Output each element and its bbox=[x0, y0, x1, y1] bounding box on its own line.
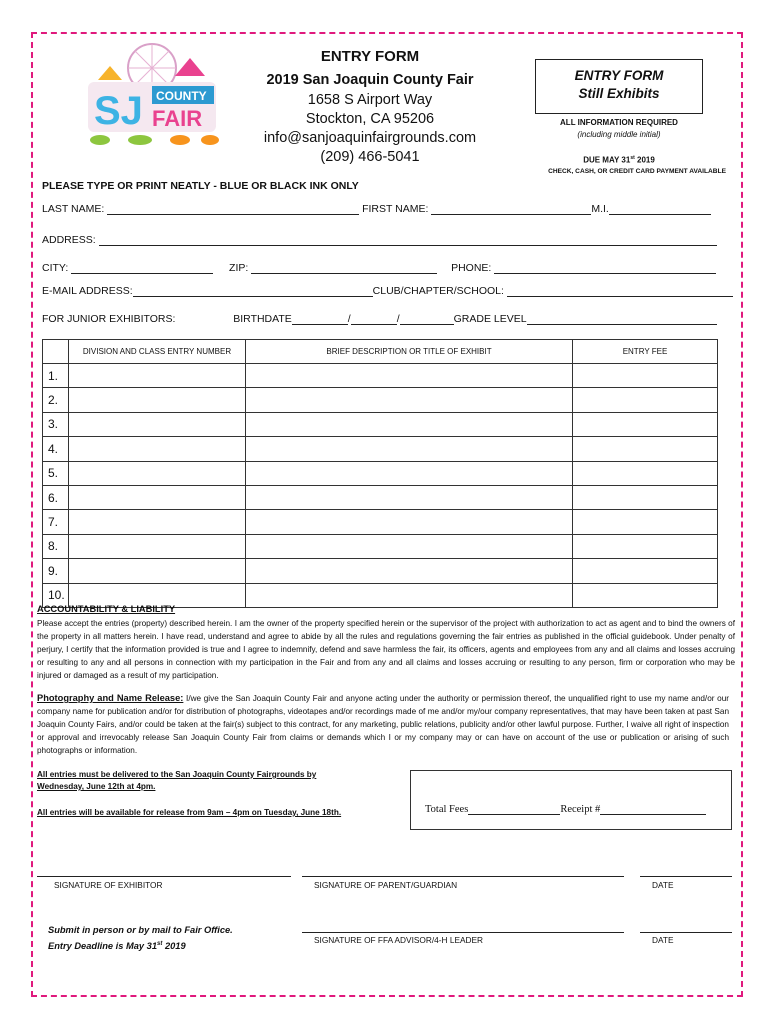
table-row bbox=[43, 485, 718, 509]
col-num-header bbox=[43, 340, 69, 364]
parent-signature-label: SIGNATURE OF PARENT/GUARDIAN bbox=[314, 880, 458, 890]
last-name-label: LAST NAME: bbox=[42, 203, 105, 215]
table-row bbox=[43, 412, 718, 436]
grade-label: GRADE LEVEL bbox=[453, 313, 527, 325]
table-row bbox=[43, 388, 718, 412]
submit-line2: Entry Deadline is May 31st 2019 bbox=[48, 941, 186, 952]
description-cell[interactable] bbox=[246, 364, 573, 388]
zip-label: ZIP: bbox=[229, 262, 249, 274]
form-type-line1: ENTRY FORM bbox=[574, 68, 664, 83]
first-name-label: FIRST NAME: bbox=[362, 203, 429, 215]
fee-cell[interactable] bbox=[573, 485, 718, 509]
photo-release bbox=[37, 692, 729, 757]
slash: / bbox=[396, 313, 400, 325]
form-type-box bbox=[535, 59, 703, 114]
division-cell[interactable] bbox=[69, 388, 246, 412]
row-number: 10. bbox=[43, 583, 69, 607]
email-row bbox=[42, 285, 733, 297]
table-row bbox=[43, 510, 718, 534]
date2-label: DATE bbox=[652, 935, 674, 945]
date2-line[interactable] bbox=[640, 932, 732, 933]
exhibitor-signature-line[interactable] bbox=[37, 876, 291, 877]
fee-cell[interactable] bbox=[573, 437, 718, 461]
division-cell[interactable] bbox=[69, 485, 246, 509]
total-fees-field[interactable] bbox=[468, 803, 560, 815]
parent-signature-line[interactable] bbox=[302, 876, 624, 877]
city-label: CITY: bbox=[42, 262, 69, 274]
birthdate-label: BIRTHDATE bbox=[233, 313, 292, 325]
slash: / bbox=[347, 313, 351, 325]
receipt-field[interactable] bbox=[600, 803, 706, 815]
photo-text: I/we give the San Joaquin County Fair and anyone acting under the authority or permission thereof, the unqualified right to use my name and/or our company name for publication and/or for distribution of photographs, videotapes and/or recordings made of me and/or my/our company representatives, that may have been taken at past San Joaquin County Fairs, and/or could be taken at the fair(s) subject to this contract, for any marketing, public relations, publicity and/or other lawful purpose. Further, I waive all right of inspection or approval and irrevocably release San Joaquin County Fair from claims or demands which I or my company may or can have on account of the use or publication or arising of such photographs or information. bbox=[37, 694, 729, 755]
table-row bbox=[43, 559, 718, 583]
row-number: 4. bbox=[43, 437, 69, 461]
fee-cell[interactable] bbox=[573, 559, 718, 583]
description-cell[interactable] bbox=[246, 437, 573, 461]
photo-heading: Photography and Name Release: bbox=[37, 693, 184, 703]
fee-cell[interactable] bbox=[573, 510, 718, 534]
city-field[interactable] bbox=[71, 262, 213, 274]
contact-email: info@sanjoaquinfairgrounds.com bbox=[263, 130, 477, 146]
ink-instruction: PLEASE TYPE OR PRINT NEATLY - BLUE OR BLACK INK ONLY bbox=[42, 180, 359, 192]
date1-label: DATE bbox=[652, 880, 674, 890]
advisor-signature-line[interactable] bbox=[302, 932, 624, 933]
division-cell[interactable] bbox=[69, 412, 246, 436]
email-field[interactable] bbox=[133, 285, 373, 297]
division-cell[interactable] bbox=[69, 559, 246, 583]
table-row bbox=[43, 534, 718, 558]
payment-note: CHECK, CASH, OR CREDIT CARD PAYMENT AVAILABLE bbox=[548, 168, 726, 175]
fee-cell[interactable] bbox=[573, 461, 718, 485]
svg-text:FAIR: FAIR bbox=[152, 106, 203, 131]
all-info-required: ALL INFORMATION REQUIRED bbox=[560, 118, 678, 127]
submit-line1: Submit in person or by mail to Fair Office. bbox=[48, 925, 233, 935]
row-number: 2. bbox=[43, 388, 69, 412]
total-fees-label: Total Fees bbox=[425, 804, 469, 815]
description-cell[interactable] bbox=[246, 510, 573, 534]
col-fee-header: ENTRY FEE bbox=[573, 340, 718, 364]
last-name-field[interactable] bbox=[107, 203, 359, 215]
first-name-field[interactable] bbox=[431, 203, 591, 215]
release-note: All entries will be available for release from 9am – 4pm on Tuesday, June 18th. bbox=[37, 808, 342, 817]
division-cell[interactable] bbox=[69, 364, 246, 388]
description-cell[interactable] bbox=[246, 412, 573, 436]
table-row bbox=[43, 437, 718, 461]
receipt-label: Receipt # bbox=[560, 804, 601, 815]
delivery-line1: All entries must be delivered to the San Joaquin County Fairgrounds by bbox=[37, 770, 317, 779]
birth-month-field[interactable] bbox=[292, 313, 348, 325]
row-number: 3. bbox=[43, 412, 69, 436]
division-cell[interactable] bbox=[69, 510, 246, 534]
city-row bbox=[42, 262, 716, 274]
date1-line[interactable] bbox=[640, 876, 732, 877]
fair-name: 2019 San Joaquin County Fair bbox=[266, 72, 474, 88]
liability-text: Please accept the entries (property) described herein. I am the owner of the property specified herein or the supervisor of the project with authorization to act as agent and to bind the owners of the property in all matters herein. I have read, understand and agree to abide by all the rules and regulations governing the fair entries as published in the official guidebook. Under penalty of perjury, I certify that the information provided is true and I agree to indemnify, defend and save harmless the fair, its officers, agents and employees from any and all claims and losses accruing or resulting to any and all persons in connection with my participation in the Fair and from any and all claims and losses accruing or resulting to any person, firm or corporation who may be injured or damaged as a result of my participation. bbox=[37, 619, 735, 680]
division-cell[interactable] bbox=[69, 437, 246, 461]
exhibitor-signature-label: SIGNATURE OF EXHIBITOR bbox=[54, 880, 163, 890]
row-number: 5. bbox=[43, 461, 69, 485]
table-row bbox=[43, 364, 718, 388]
table-row bbox=[43, 461, 718, 485]
junior-label: FOR JUNIOR EXHIBITORS: bbox=[42, 313, 176, 325]
due-date: DUE MAY 31st 2019 bbox=[583, 155, 655, 165]
description-cell[interactable] bbox=[246, 534, 573, 558]
svg-text:COUNTY: COUNTY bbox=[156, 89, 207, 103]
delivery-line2: Wednesday, June 12th at 4pm. bbox=[37, 782, 156, 791]
submit-note bbox=[48, 923, 233, 953]
address-label: ADDRESS: bbox=[42, 234, 96, 246]
address-line2: Stockton, CA 95206 bbox=[305, 111, 435, 127]
address-field[interactable] bbox=[99, 234, 717, 246]
form-title: ENTRY FORM bbox=[320, 48, 420, 65]
row-number: 8. bbox=[43, 534, 69, 558]
description-cell[interactable] bbox=[246, 485, 573, 509]
birth-day-field[interactable] bbox=[351, 313, 397, 325]
svg-text:SJ: SJ bbox=[94, 89, 143, 133]
fee-cell[interactable] bbox=[573, 388, 718, 412]
fee-cell[interactable] bbox=[573, 583, 718, 607]
phone-field[interactable] bbox=[494, 262, 716, 274]
grade-field[interactable] bbox=[527, 313, 717, 325]
division-cell[interactable] bbox=[69, 534, 246, 558]
row-number: 6. bbox=[43, 485, 69, 509]
mi-label: M.I. bbox=[591, 203, 609, 215]
description-cell[interactable] bbox=[246, 559, 573, 583]
description-cell[interactable] bbox=[246, 461, 573, 485]
entries-table bbox=[42, 339, 718, 608]
phone-label: PHONE: bbox=[451, 262, 492, 274]
col-description-header: BRIEF DESCRIPTION OR TITLE OF EXHIBIT bbox=[246, 340, 573, 364]
address-row bbox=[42, 234, 717, 246]
zip-field[interactable] bbox=[251, 262, 437, 274]
fee-cell[interactable] bbox=[573, 412, 718, 436]
birth-year-field[interactable] bbox=[400, 313, 454, 325]
club-label: CLUB/CHAPTER/SCHOOL: bbox=[372, 285, 504, 297]
address-line1: 1658 S Airport Way bbox=[307, 92, 433, 108]
middle-initial-note: (including middle initial) bbox=[577, 130, 661, 139]
email-label: E-MAIL ADDRESS: bbox=[42, 285, 133, 297]
name-row bbox=[42, 203, 711, 215]
row-number: 7. bbox=[43, 510, 69, 534]
club-field[interactable] bbox=[507, 285, 733, 297]
form-type-line2: Still Exhibits bbox=[578, 86, 660, 101]
liability-heading: ACCOUNTABILITY & LIABILITY bbox=[37, 604, 176, 614]
description-cell[interactable] bbox=[246, 583, 573, 607]
fee-box bbox=[410, 770, 732, 830]
description-cell[interactable] bbox=[246, 388, 573, 412]
advisor-signature-label: SIGNATURE OF FFA ADVISOR/4-H LEADER bbox=[314, 935, 484, 945]
col-division-header: DIVISION AND CLASS ENTRY NUMBER bbox=[69, 340, 246, 364]
mi-field[interactable] bbox=[609, 203, 711, 215]
division-cell[interactable] bbox=[69, 461, 246, 485]
table-header-row bbox=[43, 340, 718, 364]
junior-row bbox=[42, 313, 717, 325]
fee-cell[interactable] bbox=[573, 364, 718, 388]
contact-phone: (209) 466-5041 bbox=[320, 149, 420, 165]
fair-logo bbox=[80, 38, 230, 150]
delivery-note bbox=[37, 769, 377, 793]
fee-cell[interactable] bbox=[573, 534, 718, 558]
row-number: 1. bbox=[43, 364, 69, 388]
row-number: 9. bbox=[43, 559, 69, 583]
